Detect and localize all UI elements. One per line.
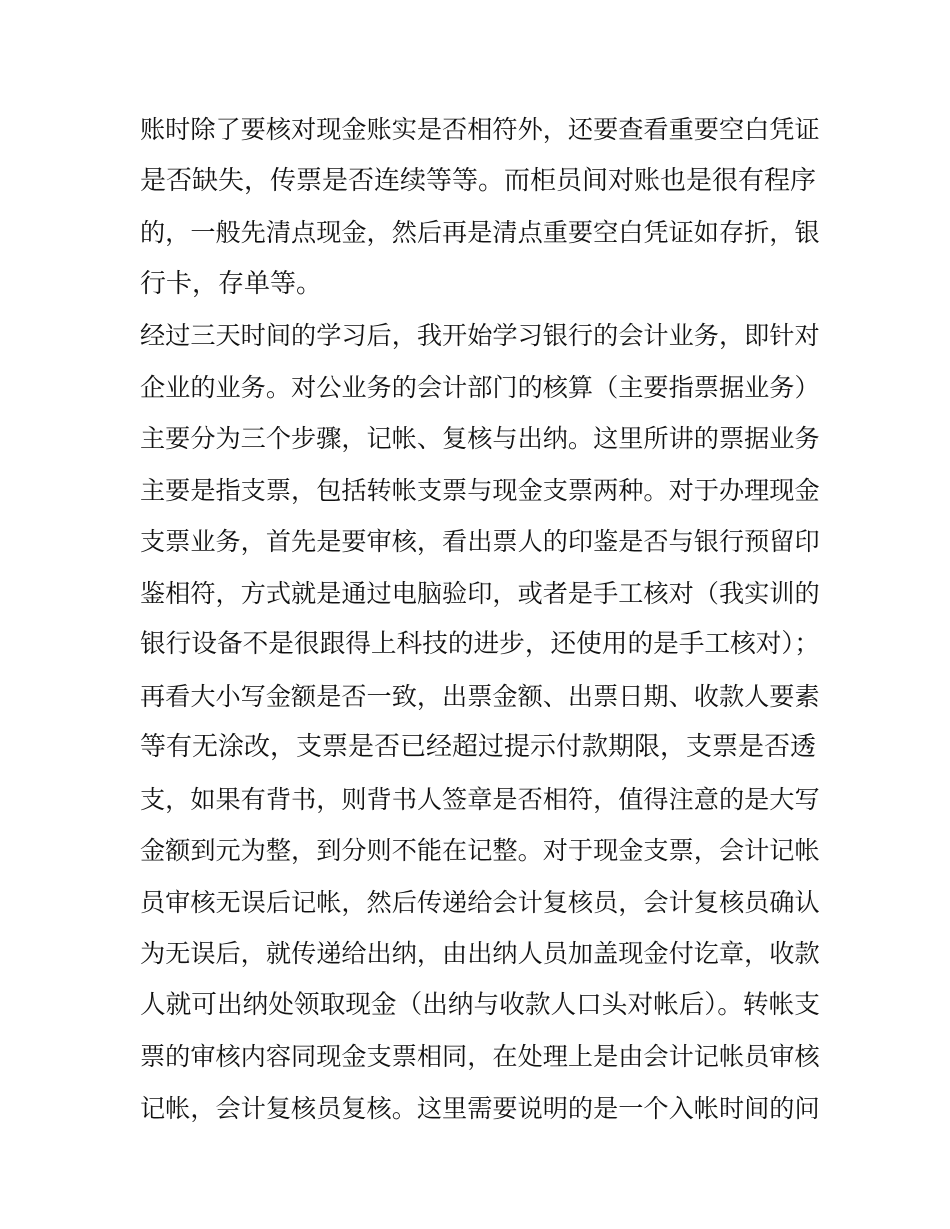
text-line: 主要是指支票，包括转帐支票与现金支票两种。对于办理现金 — [140, 475, 820, 505]
text-line: 是否缺失，传票是否连续等等。而柜员间对账也是很有程序 — [140, 165, 817, 196]
text-line: 为无误后，就传递给出纳，由出纳人员加盖现金付讫章，收款 — [140, 939, 820, 968]
text-line: 员审核无误后记帐，然后传递给会计复核员，会计复核员确认 — [140, 887, 820, 917]
text-line: 人就可出纳处领取现金（出纳与收款人口头对帐后）。转帐支 — [140, 989, 820, 1020]
text-line: 的，一般先清点现金，然后再是清点重要空白凭证如存折，银 — [140, 218, 820, 247]
text-line: 等有无涂改，支票是否已经超过提示付款期限，支票是否透 — [140, 732, 817, 762]
text-line: 经过三天时间的学习后，我开始学习银行的会计业务，即针对 — [140, 321, 820, 350]
text-line: 记帐，会计复核员复核。这里需要说明的是一个入帐时间的问 — [140, 1093, 820, 1123]
text-line: 行卡，存单等。 — [140, 268, 323, 299]
text-line: 支，如果有背书，则背书人签章是否相符，值得注意的是大写 — [140, 784, 820, 814]
text-line: 银行设备不是很跟得上科技的进步，还使用的是手工核对）； — [140, 629, 820, 659]
text-line: 主要分为三个步骤，记帐、复核与出纳。这里所讲的票据业务 — [140, 424, 820, 453]
text-line: 鉴相符，方式就是通过电脑验印，或者是手工核对（我实训的 — [140, 578, 820, 608]
text-line: 再看大小写金额是否一致，出票金额、出票日期、收款人要素 — [140, 681, 820, 711]
body-text — [140, 104, 820, 1134]
text-line: 支票业务，首先是要审核，看出票人的印鉴是否与银行预留印 — [140, 527, 820, 556]
text-line: 企业的业务。对公业务的会计部门的核算（主要指票据业务） — [140, 372, 820, 402]
text-line: 票的审核内容同现金支票相同，在处理上是由会计记帐员审核 — [140, 1042, 820, 1071]
text-line: 账时除了要核对现金账实是否相符外，还要查看重要空白凭证 — [140, 115, 820, 144]
text-line: 金额到元为整，到分则不能在记整。对于现金支票，会计记帐 — [140, 836, 820, 865]
